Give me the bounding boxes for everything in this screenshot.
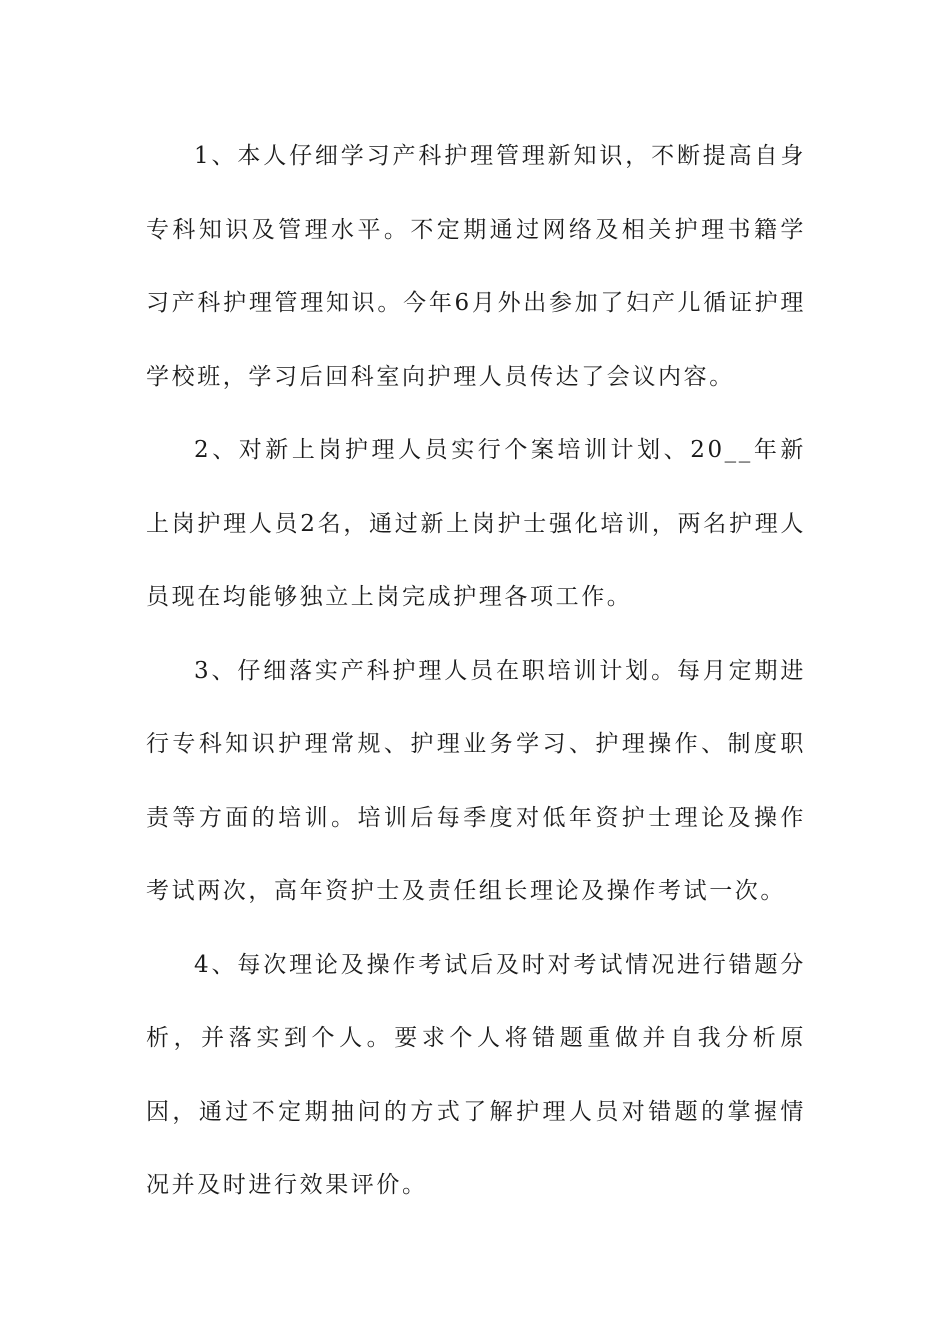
paragraph-1: 1、本人仔细学习产科护理管理新知识，不断提高自身专科知识及管理水平。不定期通过网络及相关护理书籍学习产科护理管理知识。今年6月外出参加了妇产儿循证护理学校班，学习后回科室向护理人员传达了会议内容。 [146, 143, 806, 390]
paragraph-4: 4、每次理论及操作考试后及时对考试情况进行错题分析，并落实到个人。要求个人将错题重做并自我分析原因，通过不定期抽问的方式了解护理人员对错题的掌握情况并及时进行效果评价。 [146, 951, 806, 1198]
document-body [146, 120, 806, 1223]
paragraph-2: 2、对新上岗护理人员实行个案培训计划、20__年新上岗护理人员2名，通过新上岗护士强化培训，两名护理人员现在均能够独立上岗完成护理各项工作。 [146, 437, 806, 610]
paragraph-3: 3、仔细落实产科护理人员在职培训计划。每月定期进行专科知识护理常规、护理业务学习、护理操作、制度职责等方面的培训。培训后每季度对低年资护士理论及操作考试两次，高年资护士及责任组长理论及操作考试一次。 [146, 657, 806, 904]
